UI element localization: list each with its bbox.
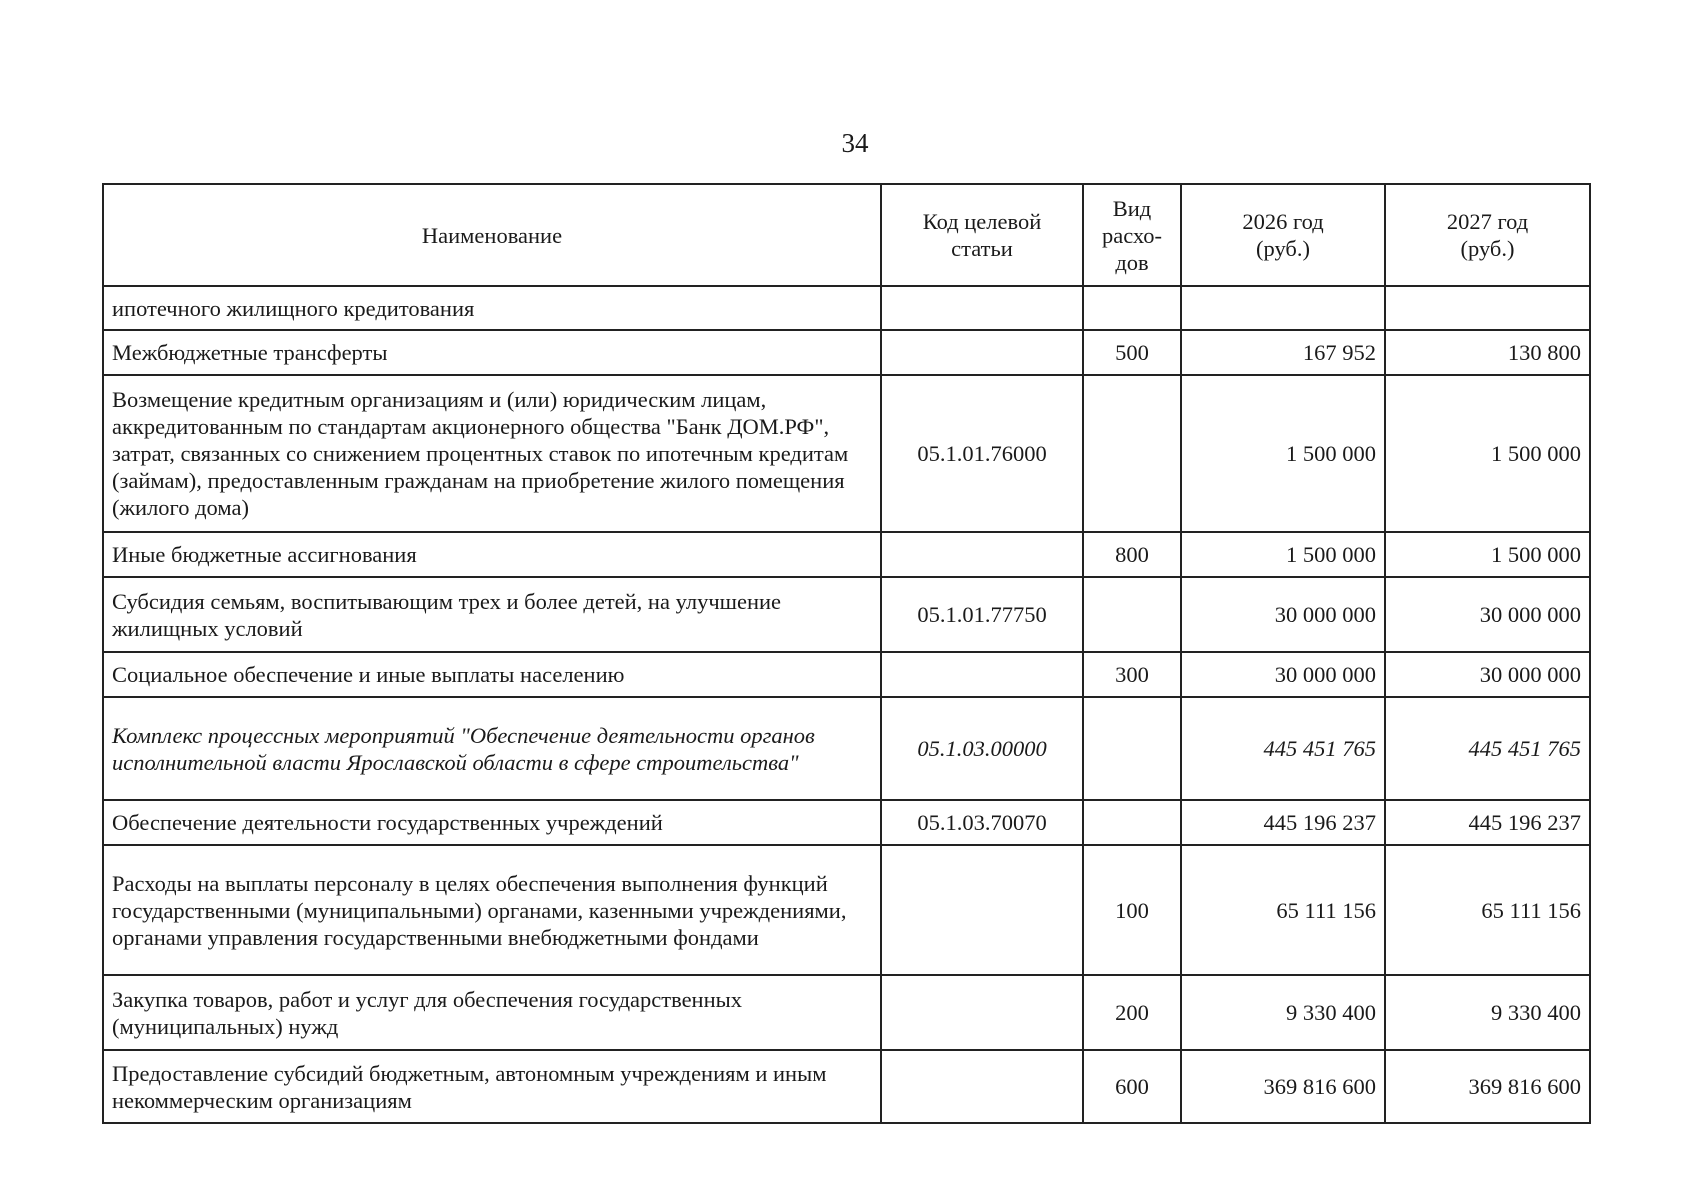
row-type	[1083, 375, 1181, 532]
header-code: Код целевой статьи	[881, 184, 1083, 286]
table-row	[103, 1050, 1590, 1123]
table-row	[103, 330, 1590, 375]
row-name: Социальное обеспечение и иные выплаты населению	[103, 652, 881, 697]
row-2027: 445 451 765	[1385, 697, 1590, 800]
table-row	[103, 975, 1590, 1050]
row-2027: 30 000 000	[1385, 652, 1590, 697]
table-row	[103, 286, 1590, 330]
row-2026: 445 451 765	[1181, 697, 1385, 800]
row-name: Субсидия семьям, воспитывающим трех и более детей, на улучшение жилищных условий	[103, 577, 881, 652]
row-code	[881, 652, 1083, 697]
row-name: Предоставление субсидий бюджетным, автономным учреждениям и иным некоммерческим организациям	[103, 1050, 881, 1123]
row-2027: 65 111 156	[1385, 845, 1590, 975]
table-row	[103, 697, 1590, 800]
row-name: Закупка товаров, работ и услуг для обеспечения государственных (муниципальных) нужд	[103, 975, 881, 1050]
row-2027: 9 330 400	[1385, 975, 1590, 1050]
row-type: 600	[1083, 1050, 1181, 1123]
header-name: Наименование	[103, 184, 881, 286]
row-2026: 9 330 400	[1181, 975, 1385, 1050]
header-2026: 2026 год (руб.)	[1181, 184, 1385, 286]
row-name: Иные бюджетные ассигнования	[103, 532, 881, 577]
row-2027	[1385, 286, 1590, 330]
row-2026: 1 500 000	[1181, 532, 1385, 577]
row-2027: 1 500 000	[1385, 532, 1590, 577]
row-type	[1083, 800, 1181, 845]
row-code: 05.1.01.76000	[881, 375, 1083, 532]
page-number: 34	[841, 128, 869, 158]
row-code: 05.1.03.70070	[881, 800, 1083, 845]
row-2026: 369 816 600	[1181, 1050, 1385, 1123]
row-code	[881, 330, 1083, 375]
row-name: ипотечного жилищного кредитования	[103, 286, 881, 330]
table-row	[103, 845, 1590, 975]
row-type	[1083, 577, 1181, 652]
row-2026: 30 000 000	[1181, 577, 1385, 652]
row-code	[881, 286, 1083, 330]
row-code: 05.1.01.77750	[881, 577, 1083, 652]
row-name: Обеспечение деятельности государственных учреждений	[103, 800, 881, 845]
row-type: 300	[1083, 652, 1181, 697]
row-code: 05.1.03.00000	[881, 697, 1083, 800]
header-2027: 2027 год (руб.)	[1385, 184, 1590, 286]
row-name: Межбюджетные трансферты	[103, 330, 881, 375]
table-row	[103, 652, 1590, 697]
row-code	[881, 532, 1083, 577]
row-code	[881, 975, 1083, 1050]
row-type	[1083, 286, 1181, 330]
row-2027: 1 500 000	[1385, 375, 1590, 532]
row-2026: 167 952	[1181, 330, 1385, 375]
row-2026: 445 196 237	[1181, 800, 1385, 845]
header-type: Вид расхо- дов	[1083, 184, 1181, 286]
row-type	[1083, 697, 1181, 800]
row-name: Расходы на выплаты персоналу в целях обеспечения выполнения функций государственными (муниципальными) органами, казенными учреждениями, органами управления государственными внебюджетными фондами	[103, 845, 881, 975]
row-code	[881, 1050, 1083, 1123]
table-row	[103, 577, 1590, 652]
row-2027: 130 800	[1385, 330, 1590, 375]
table-row	[103, 532, 1590, 577]
row-name: Комплекс процессных мероприятий "Обеспечение деятельности органов исполнительной власти Ярославской области в сфере строительства"	[103, 697, 881, 800]
row-2027: 369 816 600	[1385, 1050, 1590, 1123]
row-2026	[1181, 286, 1385, 330]
row-2027: 445 196 237	[1385, 800, 1590, 845]
row-2027: 30 000 000	[1385, 577, 1590, 652]
row-name: Возмещение кредитным организациям и (или) юридическим лицам, аккредитованным по стандартам акционерного общества "Банк ДОМ.РФ", затрат, связанных со снижением процентных ставок по ипотечным кредитам (займам), предоставленным гражданам на приобретение жилого помещения (жилого дома)	[103, 375, 881, 532]
row-type: 100	[1083, 845, 1181, 975]
row-2026: 1 500 000	[1181, 375, 1385, 532]
table-row	[103, 800, 1590, 845]
row-2026: 30 000 000	[1181, 652, 1385, 697]
row-type: 800	[1083, 532, 1181, 577]
row-type: 200	[1083, 975, 1181, 1050]
row-type: 500	[1083, 330, 1181, 375]
budget-table	[102, 183, 1591, 1124]
row-code	[881, 845, 1083, 975]
table-row	[103, 375, 1590, 532]
table-header-row	[103, 184, 1590, 286]
row-2026: 65 111 156	[1181, 845, 1385, 975]
